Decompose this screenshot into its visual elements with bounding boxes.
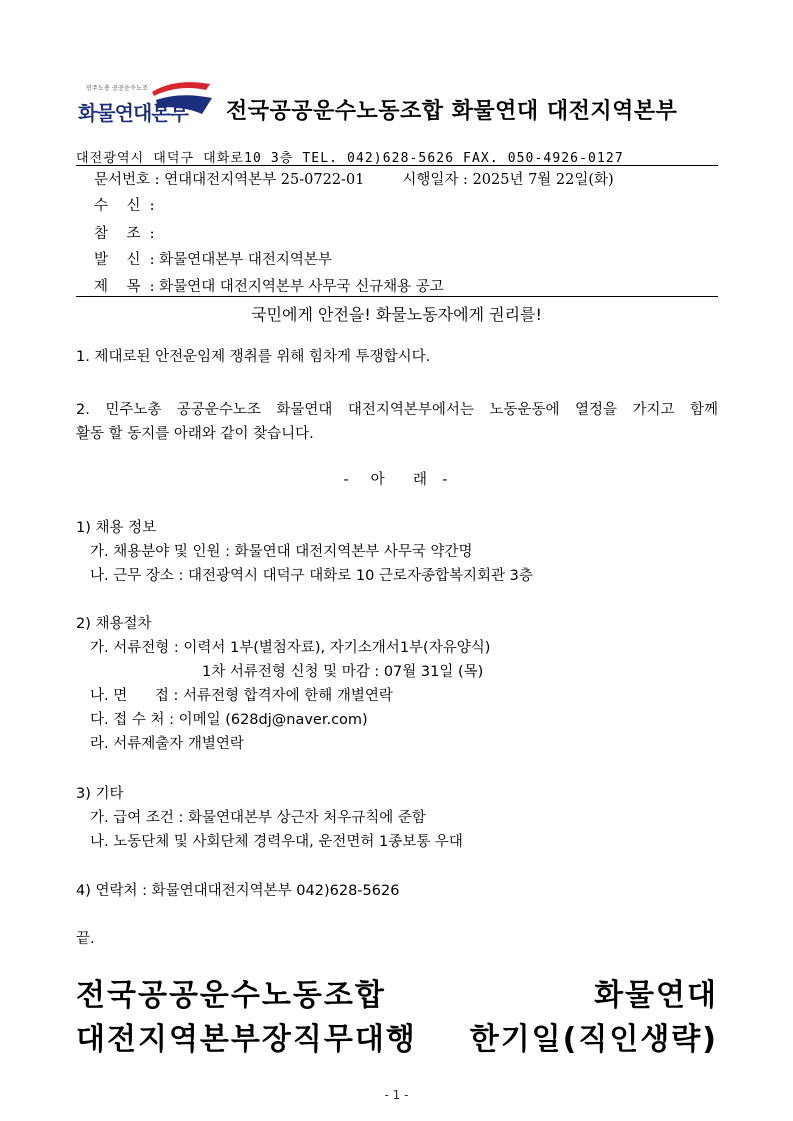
signature-line-2: 대전지역본부장직무대행 한기일(직인생략) — [76, 1022, 718, 1057]
meta-divider — [76, 296, 718, 297]
paragraph-1-text: 1. 제대로된 안전운임제 쟁취를 위해 힘차게 투쟁합시다. — [76, 349, 431, 365]
section-1-item-a: 가. 채용분야 및 인원 : 화물연대 대전지역본부 사무국 약간명 — [90, 544, 473, 560]
recipient-label: 수 신 — [94, 198, 141, 214]
section-contact — [76, 879, 718, 903]
end-text: 끝. — [76, 931, 95, 947]
section-hiring-process — [76, 612, 718, 756]
section-2-item-b: 나. 면 접 : 서류전형 합격자에 한해 개별연락 — [90, 688, 393, 704]
sender-row: 발 신 : 화물연대본부 대전지역본부 — [80, 248, 332, 269]
sender-value: 화물연대본부 대전지역본부 — [159, 252, 332, 268]
paragraph-1 — [76, 345, 718, 369]
paragraph-2 — [76, 398, 718, 446]
contact-info: 대전광역시 대덕구 대화로10 3층 TEL. 042)628-5626 FAX. 050-4926-0127 — [76, 151, 624, 166]
section-hiring-info — [76, 516, 718, 588]
below-heading: - 아 래 - — [343, 472, 450, 488]
logo-wordmark: 화물연대본부 — [78, 101, 188, 125]
section-1-item-b: 나. 근무 장소 : 대전광역시 대덕구 대화로 10 근로자종합복지회관 3층 — [90, 568, 533, 584]
union-logo — [76, 78, 218, 128]
reference-row: 참 조 : — [80, 222, 159, 243]
document-number-row: 문서번호 : 연대대전지역본부 25-0722-01 시행일자 : 2025년 7월 22일(화) — [80, 168, 614, 189]
paragraph-2-line-1: 2. 민주노총 공공운수노조 화물연대 대전지역본부에서는 노동운동에 열정을 가지고 함께 — [76, 402, 718, 418]
recipient-row: 수 신 : — [80, 194, 159, 215]
section-3-item-a: 가. 급여 조건 : 화물연대본부 상근자 처우규칙에 준함 — [90, 810, 426, 826]
date-value: 2025년 7월 22일(화) — [472, 172, 614, 188]
page-number: - 1 - — [384, 1088, 409, 1102]
section-2-title: 2) 채용절차 — [76, 616, 152, 632]
doc-no-value: 연대대전지역본부 25-0722-01 — [164, 172, 365, 188]
header-divider — [76, 165, 718, 166]
section-2-item-a: 가. 서류전형 : 이력서 1부(별첨자료), 자기소개서1부(자유양식) — [90, 640, 491, 656]
subject-value: 화물연대 대전지역본부 사무국 신규채용 공고 — [159, 279, 444, 295]
section-2-item-c: 다. 접 수 처 : 이메일 (628dj@naver.com) — [90, 712, 368, 728]
section-4-text: 4) 연락처 : 화물연대대전지역본부 042)628-5626 — [76, 883, 400, 899]
end-mark — [76, 927, 718, 951]
section-2-item-a-deadline: 1차 서류전형 신청 및 마감 : 07월 31일 (목) — [202, 664, 484, 680]
section-3-title: 3) 기타 — [76, 786, 124, 802]
organization-title: 전국공공운수노동조합 화물연대 대전지역본부 — [226, 99, 678, 124]
subject-row: 제 목 : 화물연대 대전지역본부 사무국 신규채용 공고 — [80, 275, 444, 296]
sender-label: 발 신 — [94, 252, 141, 268]
section-3-item-b: 나. 노동단체 및 사회단체 경력우대, 운전면허 1종보통 우대 — [90, 834, 463, 850]
letterhead — [76, 78, 718, 130]
section-1-title: 1) 채용 정보 — [76, 520, 157, 536]
subject-label: 제 목 — [94, 279, 141, 295]
reference-label: 참 조 — [94, 226, 141, 242]
section-other — [76, 782, 718, 854]
logo-subtitle: 민주노총 공공운수노조 — [86, 85, 149, 92]
signature-line-1: 전국공공운수노동조합 화물연대 — [76, 978, 718, 1013]
section-2-item-d: 라. 서류제출자 개별연락 — [90, 736, 244, 752]
paragraph-2-line-2: 활동 할 동지를 아래와 같이 찾습니다. — [76, 426, 314, 442]
doc-no-label: 문서번호 — [94, 172, 151, 188]
date-label: 시행일자 — [402, 172, 459, 188]
slogan: 국민에게 안전을! 화물노동자에게 권리를! — [251, 305, 542, 324]
